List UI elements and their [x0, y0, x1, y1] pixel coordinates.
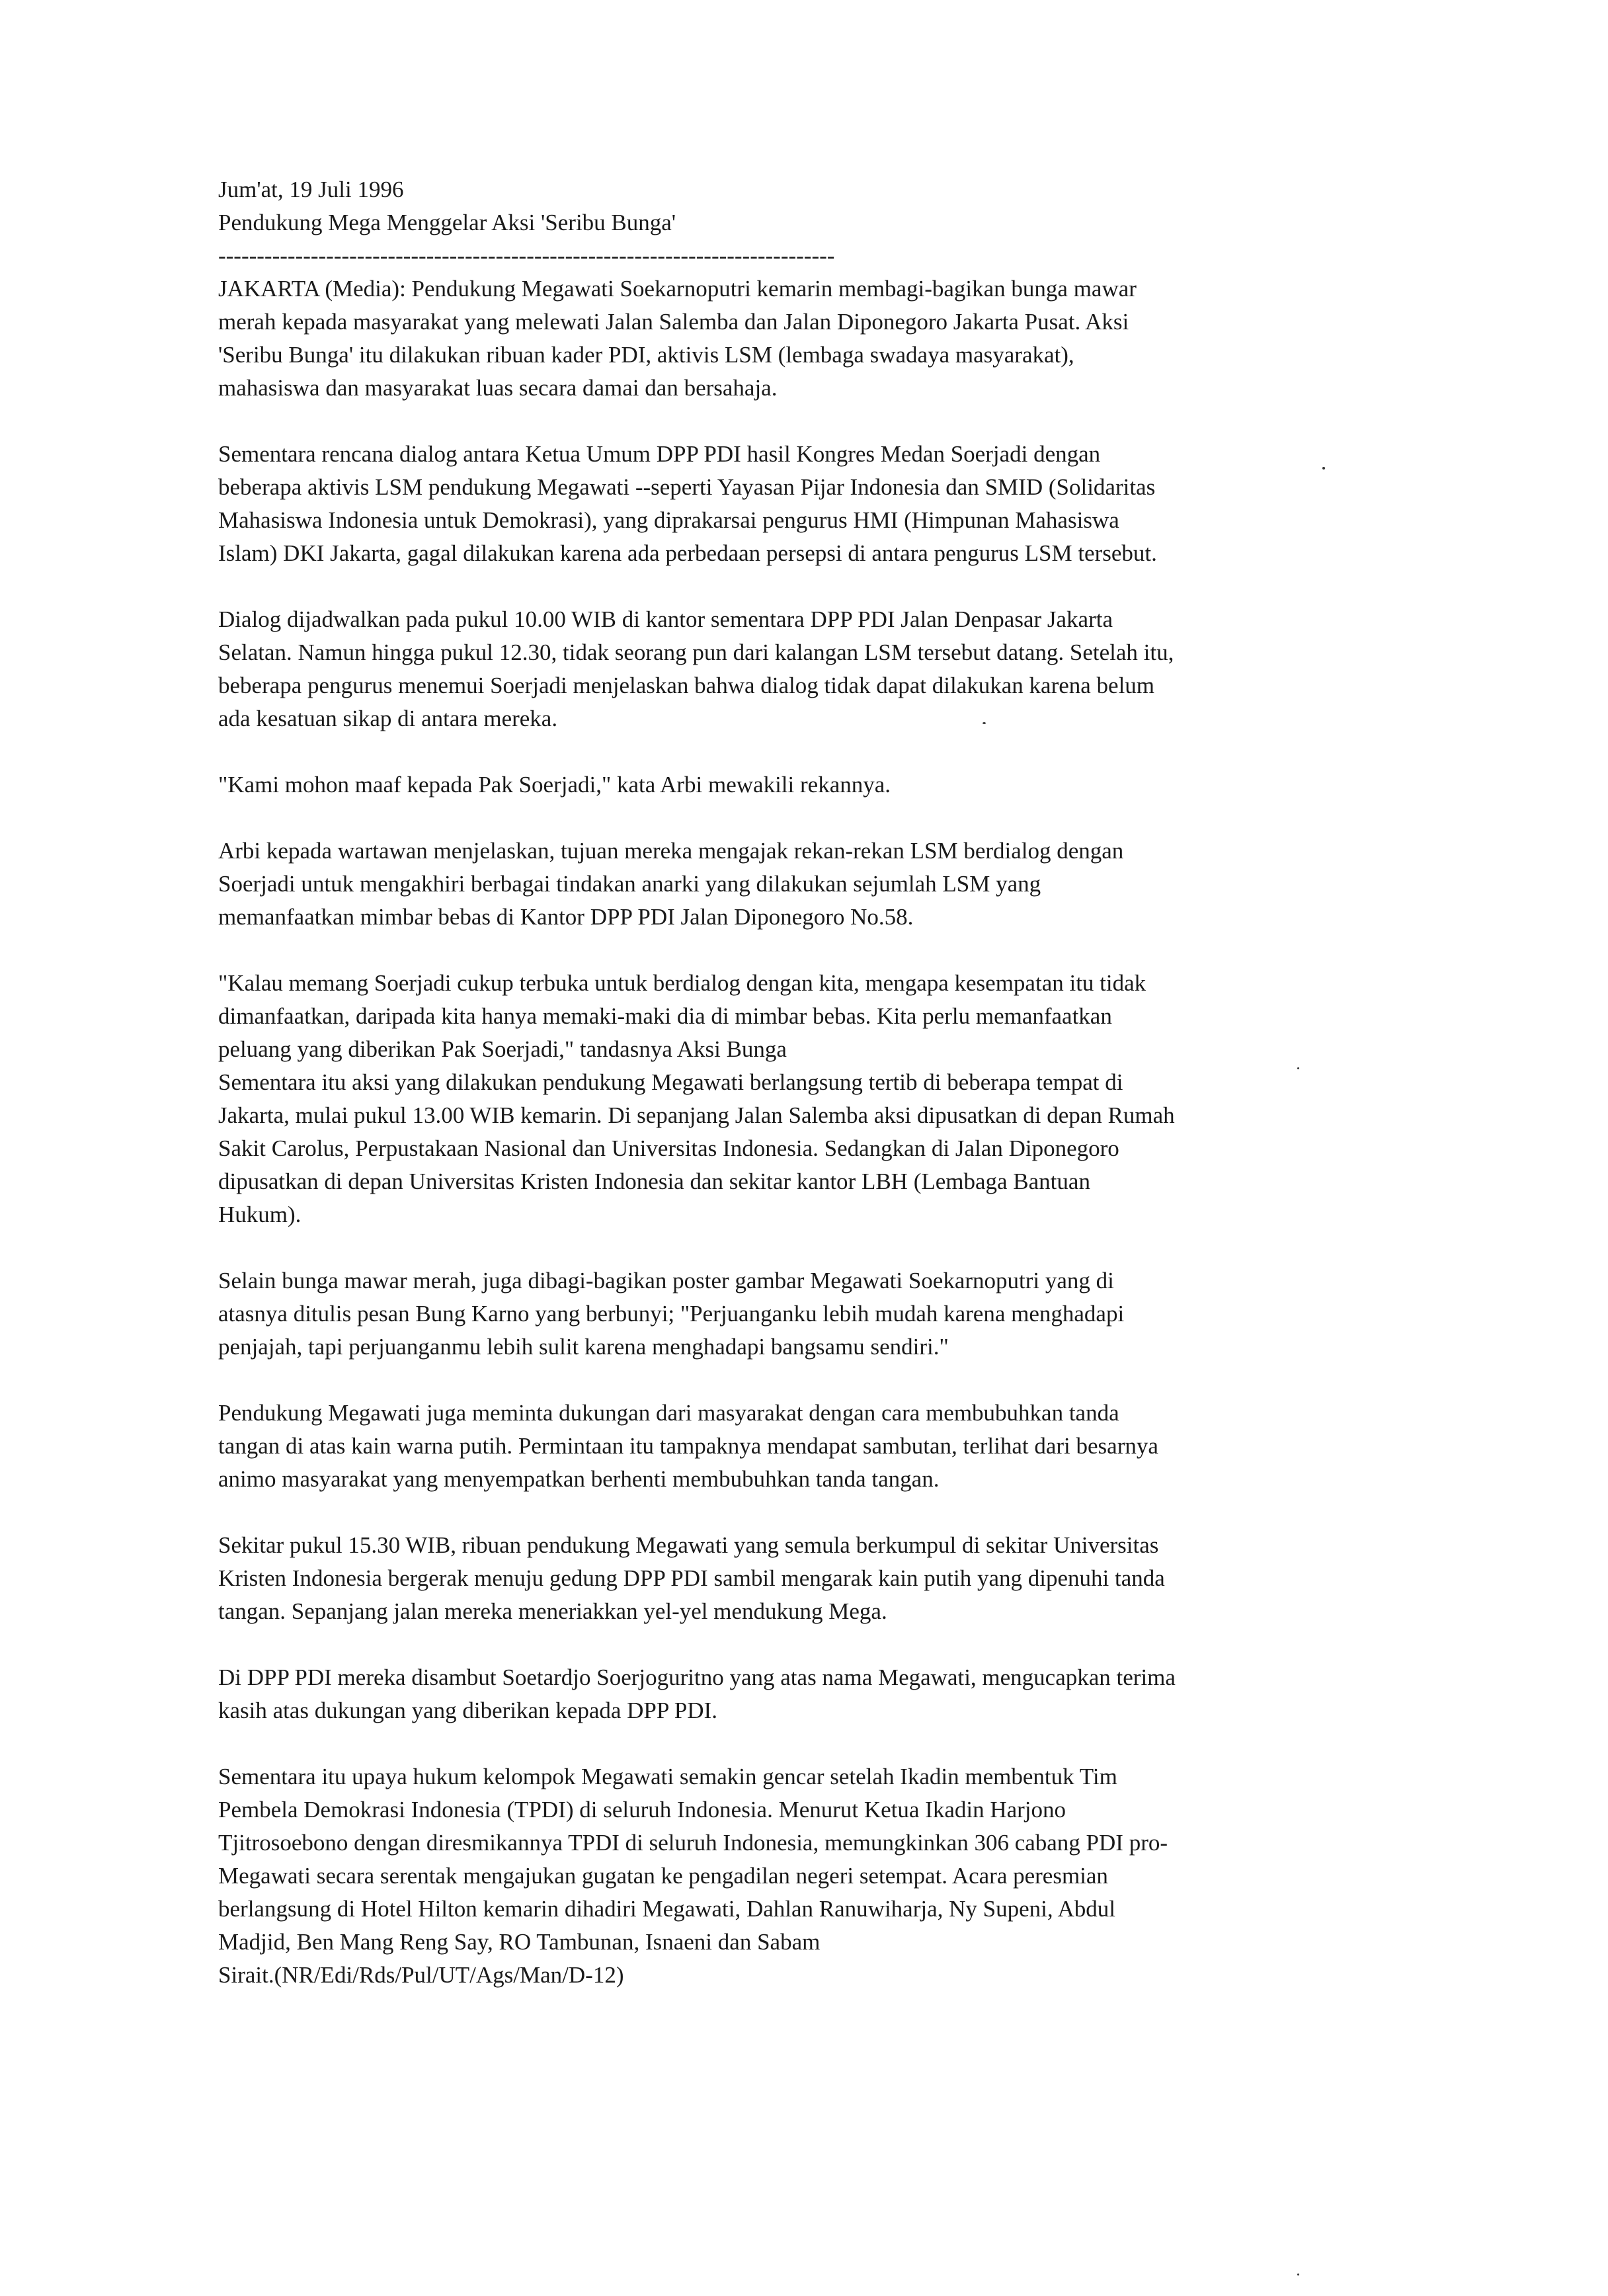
paragraph-poster: Selain bunga mawar merah, juga dibagi-bagikan poster gambar Megawati Soekarnoputri yang di atasnya ditulis pesan Bung Karno yang berbunyi; "Perjuanganku lebih mudah karena menghadapi penjajah, tapi perjuanganmu lebih sulit karena menghadapi bangsamu sendiri.": [218, 1268, 1125, 1360]
paragraph-aksi-locations: Sementara itu aksi yang dilakukan pendukung Megawati berlangsung tertib di beberapa tempat di Jakarta, mulai pukul 13.00 WIB kemarin. Di sepanjang Jalan Salemba aksi dipusatkan di depan Rumah Sakit Carolus, Perpustakaan Nasional dan Universitas Indonesia. Sedangkan di Jalan Diponegoro dipusatkan di depan Universitas Kristen Indonesia dan sekitar kantor LBH (Lembaga Bantuan Hukum).: [218, 1069, 1175, 1227]
paragraph-lead: JAKARTA (Media): Pendukung Megawati Soekarnoputri kemarin membagi-bagikan bunga mawar merah kepada masyarakat yang melewati Jalan Salemba dan Jalan Diponegoro Jakarta Pusat. Aksi 'Seribu Bunga' itu dilakukan ribuan kader PDI, aktivis LSM (lembaga swadaya masyarakat), mahasiswa dan masyarakat luas secara damai dan bersahaja.: [218, 276, 1137, 401]
headline: Pendukung Mega Menggelar Aksi 'Seribu Bunga': [218, 210, 676, 235]
scan-speck: [983, 722, 986, 724]
paragraph-tpdi: Sementara itu upaya hukum kelompok Megawati semakin gencar setelah Ikadin membentuk Tim Pembela Demokrasi Indonesia (TPDI) di seluruh Indonesia. Menurut Ketua Ikadin Harjono Tjitrosoebono dengan diresmikannya TPDI di seluruh Indonesia, memungkinkan 306 cabang PDI pro- Megawati secara serentak mengajukan gugatan ke pengadilan negeri setempat. Acara peresmian berlangsung di Hotel Hilton kemarin dihadiri Megawati, Dahlan Ranuwiharja, Ny Supeni, Abdul Madjid, Ben Mang Reng Say, RO Tambunan, Isnaeni dan Sabam Sirait.(NR/Edi/Rds/Pul/UT/Ags/Man/D-12): [218, 1764, 1168, 1988]
paragraph-kalau-quote: "Kalau memang Soerjadi cukup terbuka untuk berdialog dengan kita, mengapa kesempatan itu tidak dimanfaatkan, daripada kita hanya memaki-maki dia di mimbar bebas. Kita perlu memanfaatkan peluang yang diberikan Pak Soerjadi," tandasnya Aksi Bunga: [218, 970, 1146, 1062]
date-line: Jum'at, 19 Juli 1996: [218, 177, 404, 202]
paragraph-dialog-schedule: Dialog dijadwalkan pada pukul 10.00 WIB di kantor sementara DPP PDI Jalan Denpasar Jakarta Selatan. Namun hingga pukul 12.30, tidak seorang pun dari kalangan LSM tersebut datang. Setelah itu, beberapa pengurus menemui Soerjadi menjelaskan bahwa dialog tidak dapat dilakukan karena belum ada kesatuan sikap di antara mereka.: [218, 606, 1174, 731]
paragraph-soetardjo: Di DPP PDI mereka disambut Soetardjo Soerjoguritno yang atas nama Megawati, mengucapkan terima kasih atas dukungan yang diberikan kepada DPP PDI.: [218, 1664, 1176, 1723]
dashed-rule: --------------------------------------------------------------------------------: [218, 243, 835, 268]
paragraph-march: Sekitar pukul 15.30 WIB, ribuan pendukung Megawati yang semula berkumpul di sekitar Universitas Kristen Indonesia bergerak menuju gedung DPP PDI sambil mengarak kain putih yang dipenuhi tanda tangan. Sepanjang jalan mereka meneriakkan yel-yel mendukung Mega.: [218, 1532, 1165, 1624]
paragraph-dialog-plan: Sementara rencana dialog antara Ketua Umum DPP PDI hasil Kongres Medan Soerjadi dengan beberapa aktivis LSM pendukung Megawati --seperti Yayasan Pijar Indonesia dan SMID (Solidaritas Mahasiswa Indonesia untuk Demokrasi), yang diprakarsai pengurus HMI (Himpunan Mahasiswa Islam) DKI Jakarta, gagal dilakukan karena ada perbedaan persepsi di antara pengurus LSM tersebut.: [218, 441, 1157, 566]
article: [218, 173, 1375, 2025]
paragraph-arbi-explanation: Arbi kepada wartawan menjelaskan, tujuan mereka mengajak rekan-rekan LSM berdialog dengan Soerjadi untuk mengakhiri berbagai tindakan anarki yang dilakukan sejumlah LSM yang memanfaatkan mimbar bebas di Kantor DPP PDI Jalan Diponegoro No.58.: [218, 838, 1124, 930]
scan-speck: [1297, 2274, 1299, 2276]
paragraph-apology-quote: "Kami mohon maaf kepada Pak Soerjadi," kata Arbi mewakili rekannya.: [218, 772, 891, 798]
scan-speck: [1297, 1067, 1299, 1069]
paragraph-signatures: Pendukung Megawati juga meminta dukungan dari masyarakat dengan cara membubuhkan tanda tangan di atas kain warna putih. Permintaan itu tampaknya mendapat sambutan, terlihat dari besarnya animo masyarakat yang menyempatkan berhenti membubuhkan tanda tangan.: [218, 1400, 1158, 1492]
scan-speck: [1322, 467, 1325, 470]
